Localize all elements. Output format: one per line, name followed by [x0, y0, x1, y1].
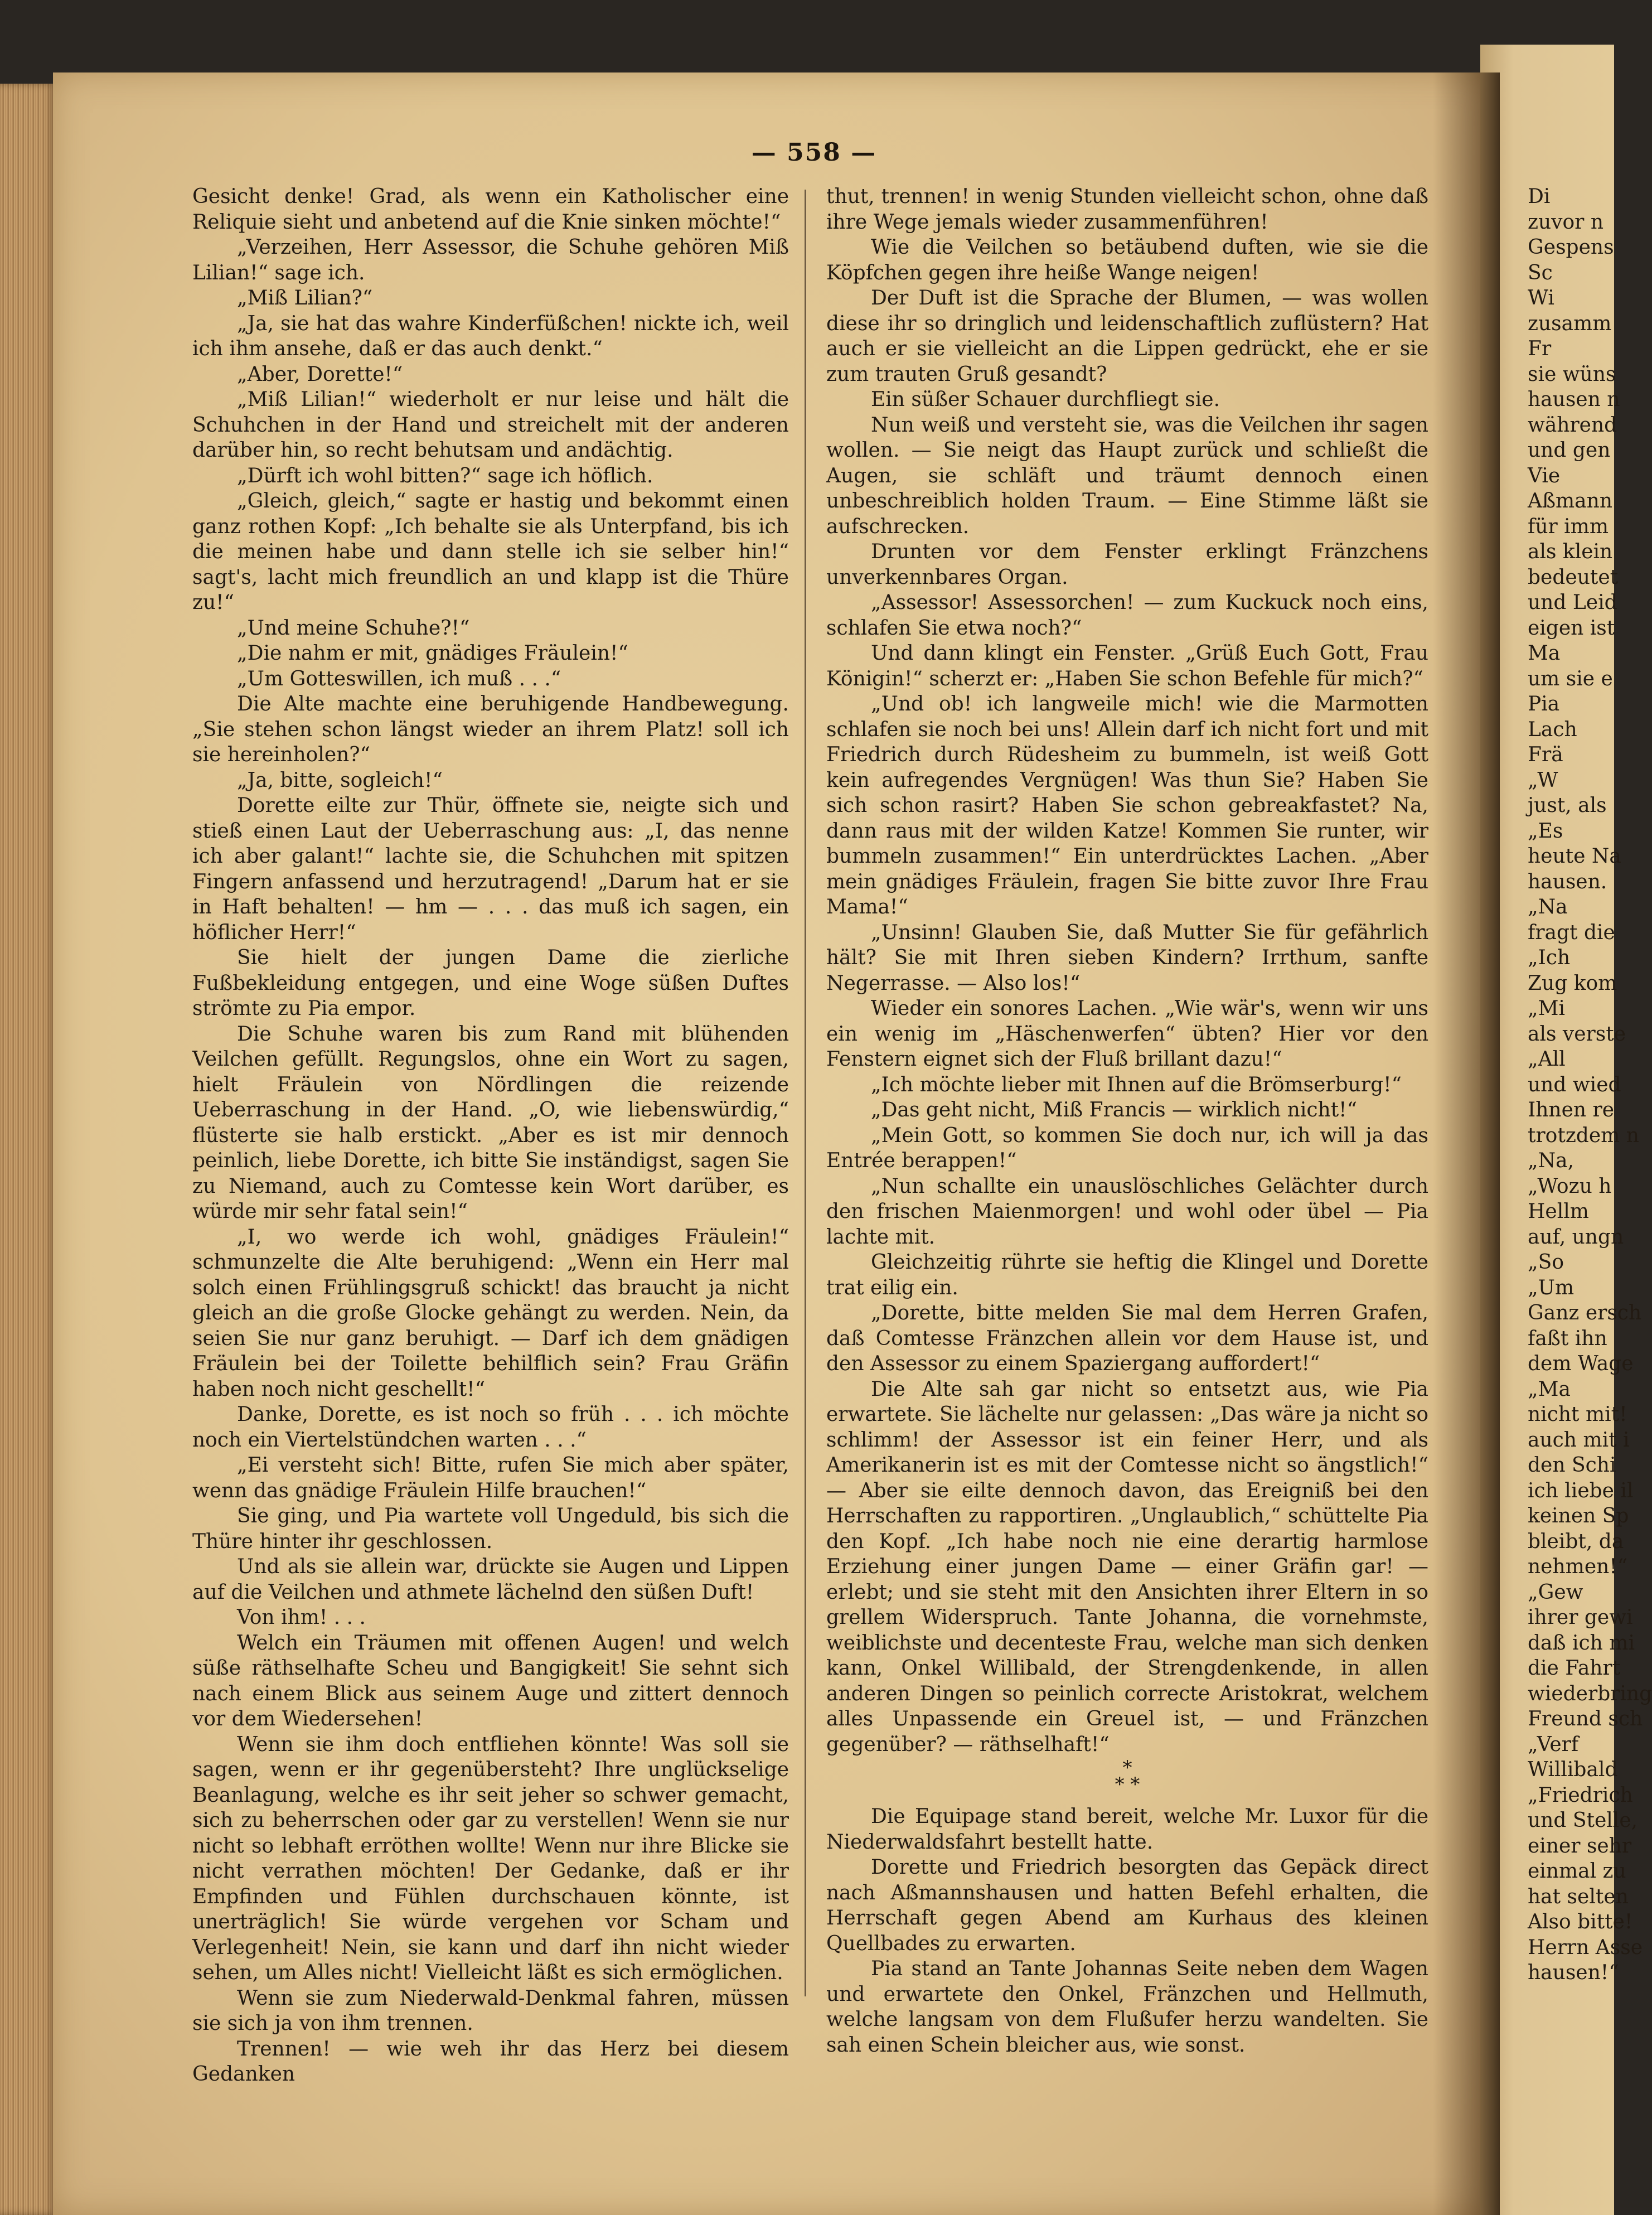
paragraph: „Unsinn! Glauben Sie, daß Mutter Sie für gefährlich hält? Sie mit Ihren sieben Kindern? Irrthum, sanfte Negerrasse. — Also los!“ [826, 921, 1428, 995]
paragraph: „All [1528, 1048, 1566, 1071]
paragraph: Und dann klingt ein Fenster. „Grüß Euch Gott, Frau Königin!“ scherzt er: „Haben Sie schon Befehle für mich?“ [826, 642, 1428, 690]
paragraph: „Ich möchte lieber mit Ihnen auf die Brömserburg!“ [871, 1073, 1402, 1096]
paragraph: Sie ging, und Pia wartete voll Ungeduld, bis sich die Thüre hinter ihr geschlossen. [192, 1505, 789, 1553]
paragraph: Dorette und Friedrich besorgten das Gepäck direct nach Aßmannshausen und hatten Befehl erhalten, die Herrschaft gegen Abend am Kurhaus des kleinen Quellbades zu erwarten. [826, 1856, 1428, 1955]
paragraph: Di [1528, 185, 1551, 208]
paragraph: bleibt, da [1528, 1530, 1624, 1553]
paragraph: hausen. [1528, 870, 1607, 893]
paragraph: zuvor n [1528, 210, 1604, 234]
paragraph: zusamm [1528, 312, 1612, 335]
page-number: — 558 — [751, 138, 877, 167]
paragraph: als klein [1528, 540, 1613, 563]
paragraph: Die Alte machte eine beruhigende Handbewegung. „Sie stehen schon längst wieder an ihrem Platz! soll ich sie hereinholen?“ [192, 693, 789, 766]
section-break-stars: * [1122, 1757, 1132, 1779]
paragraph: „Dürft ich wohl bitten?“ sage ich höflich. [237, 464, 653, 487]
paragraph: „Mi [1528, 997, 1566, 1020]
paragraph: Von ihm! . . . [237, 1606, 366, 1629]
paragraph: „Ma [1528, 1377, 1571, 1401]
paragraph: „So [1528, 1251, 1564, 1274]
paragraph: und gen [1528, 439, 1611, 462]
paragraph: Ein süßer Schauer durchfliegt sie. [871, 388, 1220, 411]
paragraph: „Na [1528, 896, 1568, 918]
paragraph: Wie die Veilchen so betäubend duften, wie sie die Köpfchen gegen ihre heiße Wange neigen! [826, 236, 1428, 284]
paragraph: „Das geht nicht, Miß Francis — wirklich nicht!“ [871, 1099, 1358, 1121]
paragraph: „Ei versteht sich! Bitte, rufen Sie mich aber später, wenn das gnädige Fräulein Hilfe brauchen!“ [192, 1454, 789, 1502]
paragraph: „Und meine Schuhe?!“ [237, 616, 470, 640]
left-text-column [192, 184, 789, 2087]
paragraph: Freund sch [1528, 1708, 1643, 1730]
paragraph: ihrer gewi [1528, 1606, 1633, 1629]
paragraph: Zug kom [1528, 971, 1617, 995]
paragraph: faßt ihn [1528, 1327, 1607, 1350]
paragraph: Sc [1528, 261, 1553, 284]
middle-text-column [826, 184, 1428, 2058]
paragraph: „Ja, bitte, sogleich!“ [237, 768, 443, 792]
paragraph: Lach [1528, 718, 1577, 741]
paragraph: thut, trennen! in wenig Stunden vielleicht schon, ohne daß ihre Wege jemals wieder zusammenführen! [826, 185, 1428, 234]
paragraph: „Und ob! ich langweile mich! wie die Marmotten schlafen sie noch bei uns! Allein darf ich nicht fort und mit Friedrich durch Rüdesheim zu bummeln, ist weiß Gott kein aufregendes Vergnügen! Was thun Sie? Haben Sie sich schon rasirt? Haben Sie schon gebreakfastet? Na, dann raus mit der wilden Katze! Kommen Sie runter, wir bummeln zusammen!“ Ein unterdrücktes Lachen. „Aber mein gnädiges Fräulein, fragen Sie bitte zuvor Ihre Frau Mama!“ [826, 693, 1428, 918]
book-page-edges [0, 84, 56, 2215]
paragraph: Welch ein Träumen mit offenen Augen! und welch süße räthselhafte Scheu und Bangigkeit! Sie sehnt sich nach einem Blick aus seinem Auge und zittert dennoch vor dem Wiedersehen! [192, 1631, 789, 1730]
paragraph: auf, ungn [1528, 1225, 1624, 1249]
column-divider [805, 190, 806, 1996]
paragraph: Also bitte! [1528, 1911, 1633, 1933]
paragraph: hausen!“ [1528, 1961, 1619, 1984]
paragraph: Pia [1528, 693, 1560, 715]
paragraph: eigen ist [1528, 616, 1615, 640]
paragraph: Hellm [1528, 1200, 1589, 1223]
paragraph: „Mein Gott, so kommen Sie doch nur, ich will ja das Entrée berappen!“ [826, 1124, 1428, 1172]
paragraph: Und als sie allein war, drückte sie Augen und Lippen auf die Veilchen und athmete lächelnd den süßen Duft! [192, 1555, 789, 1604]
paragraph: Herrn Asse [1528, 1936, 1643, 1959]
paragraph: und wied [1528, 1073, 1621, 1096]
paragraph: Drunten vor dem Fenster erklingt Fränzchens unverkennbares Organ. [826, 540, 1428, 589]
paragraph: um sie e [1528, 667, 1613, 690]
paragraph: „Na, [1528, 1149, 1575, 1172]
paragraph: die Fahrt [1528, 1657, 1621, 1680]
paragraph: Danke, Dorette, es ist noch so früh . . . ich möchte noch ein Viertelstündchen warten . . .“ [192, 1403, 789, 1452]
paragraph: den Schi [1528, 1454, 1616, 1477]
paragraph: hausen n [1528, 388, 1620, 411]
paragraph: „Um Gotteswillen, ich muß . . .“ [237, 667, 561, 690]
paragraph: Wenn sie ihm doch entfliehen könnte! Was soll sie sagen, wenn er ihr gegenübersteht? Ihre unglückselige Beanlagung, welche es ihr seit jeher so schwer gemacht, sich zu beherrschen oder gar zu verstellen! Wenn sie nur nicht so lebhaft erröthen wollte! Wenn nur ihre Blicke sie nicht verrathen möchten! Der Gedanke, daß er ihr Empfinden und Fühlen durchschauen könnte, ist unerträglich! Sie würde vergehen vor Scham und Verlegenheit! Nein, sie kann und darf ihn nicht wieder sehen, um Alles nicht! Vielleicht läßt es sich ermöglichen. [192, 1733, 789, 1984]
paragraph: „Verzeihen, Herr Assessor, die Schuhe gehören Miß Lilian!“ sage ich. [192, 236, 789, 284]
paragraph: Ihnen re [1528, 1099, 1615, 1121]
section-break [826, 1757, 1428, 1796]
paragraph: „Verf [1528, 1733, 1579, 1756]
paragraph: wiederbring [1528, 1682, 1652, 1705]
paragraph: „Assessor! Assessorchen! — zum Kuckuck noch eins, schlafen Sie etwa noch?“ [826, 591, 1428, 640]
paragraph: Gesicht denke! Grad, als wenn ein Katholischer eine Reliquie sieht und anbetend auf die Knie sinken möchte!“ [192, 185, 789, 234]
paragraph: Wieder ein sonores Lachen. „Wie wär's, wenn wir uns ein wenig im „Häschenwerfen“ übten? Hier vor den Fenstern eignet sich der Fluß brillant dazu!“ [826, 997, 1428, 1071]
paragraph: nehmen!“ [1528, 1555, 1628, 1578]
paragraph: daß ich mi [1528, 1631, 1635, 1655]
paragraph: einer sehr [1528, 1834, 1632, 1858]
paragraph: „Es [1528, 819, 1563, 843]
paragraph: Frä [1528, 743, 1563, 766]
paragraph: Willibald [1528, 1758, 1618, 1781]
gutter-shadow [1433, 72, 1500, 2215]
paragraph: für imm [1528, 515, 1609, 538]
paragraph: „Ich [1528, 946, 1571, 969]
paragraph: Der Duft ist die Sprache der Blumen, — was wollen diese ihr so dringlich und leidenschaftlich zuflüstern? Hat auch er sie vielleicht an die Lippen gedrückt, ehe er sie zum trauten Gruß gesandt? [826, 287, 1428, 386]
paragraph: Sie hielt der jungen Dame die zierliche Fußbekleidung entgegen, und eine Woge süßen Duftes strömte zu Pia empor. [192, 946, 789, 1020]
paragraph: „Miß Lilian?“ [237, 287, 373, 309]
paragraph: „Dorette, bitte melden Sie mal dem Herren Grafen, daß Comtesse Fränzchen allein vor dem Hause ist, und den Assessor zu einem Spaziergang auffordert!“ [826, 1302, 1428, 1375]
right-page-text-fragment [1528, 184, 1652, 1986]
paragraph: „Friedrich [1528, 1783, 1633, 1807]
paragraph: „Gew [1528, 1580, 1583, 1604]
paragraph: „Ja, sie hat das wahre Kinderfüßchen! nickte ich, weil ich ihm ansehe, daß er das auch denkt.“ [192, 312, 789, 360]
paragraph: Dorette eilte zur Thür, öffnete sie, neigte sich und stieß einen Laut der Ueberraschung aus: „I, das nenne ich aber galant!“ lachte sie, die Schuhchen mit spitzen Fingern anfassend und herzutragend! „Darum hat er sie in Haft behalten! — hm — . . . das muß ich sagen, ein höflicher Herr!“ [192, 794, 789, 944]
paragraph: Trennen! — wie weh ihr das Herz bei diesem Gedanken [192, 2037, 789, 2086]
paragraph: heute Na [1528, 845, 1621, 868]
paragraph: Ma [1528, 642, 1561, 665]
paragraph: auch mit i [1528, 1428, 1630, 1452]
paragraph: Pia stand an Tante Johannas Seite neben dem Wagen und erwartete den Onkel, Fränzchen und Hellmuth, welche langsam von dem Flußufer herzu wandelten. Sie sah einen Schein bleicher aus, wie sonst. [826, 1957, 1428, 2057]
paragraph: nicht mit! [1528, 1403, 1627, 1426]
paragraph: „Wozu h [1528, 1174, 1612, 1198]
section-break-stars: * * [1115, 1773, 1140, 1796]
paragraph: „Nun schallte ein unauslöschliches Gelächter durch den frischen Maienmorgen! und wohl oder übel — Pia lachte mit. [826, 1174, 1428, 1249]
paragraph: und Stelle, [1528, 1809, 1638, 1832]
paragraph: trotzdem n [1528, 1124, 1639, 1147]
paragraph: während [1528, 413, 1617, 437]
paragraph: fragt die [1528, 921, 1615, 944]
paragraph: ich liebe il [1528, 1479, 1634, 1502]
paragraph: Vie [1528, 464, 1561, 487]
paragraph: Fr [1528, 337, 1552, 360]
paragraph: „Miß Lilian!“ wiederholt er nur leise und hält die Schuhchen in der Hand und streichelt mit der anderen darüber hin, so recht behutsam und andächtig. [192, 388, 789, 462]
paragraph: „Gleich, gleich,“ sagte er hastig und bekommt einen ganz rothen Kopf: „Ich behalte sie als Unterpfand, bis ich die meinen habe und dann stelle ich sie selber hin!“ sagt's, lacht mich freundlich an und klapp ist die Thüre zu!“ [192, 490, 789, 614]
paragraph: just, als [1528, 794, 1607, 817]
paragraph: als verste [1528, 1022, 1626, 1046]
paragraph: Die Schuhe waren bis zum Rand mit blühenden Veilchen gefüllt. Regungslos, ohne ein Wort zu sagen, hielt Fräulein von Nördlingen die reizende Ueberraschung in der Hand. „O, wie liebenswürdig,“ flüsterte sie halb erstickt. „Aber es ist mir dennoch peinlich, liebe Dorette, ich bitte Sie inständigst, sagen Sie zu Niemand, auch zu Comtesse kein Wort darüber, es würde mir sehr fatal sein!“ [192, 1022, 789, 1223]
paragraph: bedeutet [1528, 565, 1619, 589]
paragraph: keinen Sp [1528, 1505, 1629, 1527]
paragraph: und Leid [1528, 591, 1617, 614]
paragraph: Die Equipage stand bereit, welche Mr. Luxor für die Niederwaldsfahrt bestellt hatte. [826, 1805, 1428, 1854]
paragraph: hat selten [1528, 1885, 1629, 1908]
paragraph: Wi [1528, 287, 1554, 309]
paragraph: sie wüns [1528, 362, 1616, 386]
paragraph: „I, wo werde ich wohl, gnädiges Fräulein!“ schmunzelte die Alte beruhigend: „Wenn ein Herr mal solch einen Frühlingsgruß schickt! das braucht ja nicht gleich an die große Glocke gehängt zu werden. Nein, da seien Sie nur ganz beruhigt. — Darf ich dem gnädigen Fräulein bei der Toilette behilflich sein? Frau Gräfin haben noch nicht geschellt!“ [192, 1225, 789, 1401]
paragraph: Wenn sie zum Niederwald-Denkmal fahren, müssen sie sich ja von ihm trennen. [192, 1986, 789, 2035]
paragraph: „Aber, Dorette!“ [237, 362, 403, 386]
paragraph: Gleichzeitig rührte sie heftig die Klingel und Dorette trat eilig ein. [826, 1251, 1428, 1299]
paragraph: Die Alte sah gar nicht so entsetzt aus, wie Pia erwartete. Sie lächelte nur gelassen: „Das wäre ja nicht so schlimm! der Assessor ist ein feiner Herr, und als Amerikanerin ist es mit der Comtesse nicht so ängstlich!“ — Aber sie eilte dennoch davon, das Ereigniß bei den Herrschaften zu rapportiren. „Unglaublich,“ schüttelte Pia den Kopf. „Ich habe noch nie eine derartig harmlose Erziehung einer jungen Dame — einer Gräfin gar! — erlebt; und sie steht mit den Ansichten ihrer Eltern in so grellem Widerspruch. Tante Johanna, die vornehmste, weiblichste und decenteste Frau, welche man sich denken kann, Onkel Willibald, der Strengdenkende, in allen anderen Dingen so peinlich correcte Aristokrat, welchem alles Unpassende ein Greuel ist, — und Fränzchen gegenüber? — räthselhaft!“ [826, 1377, 1428, 1756]
paragraph: „Die nahm er mit, gnädiges Fräulein!“ [237, 642, 628, 665]
paragraph: Nun weiß und versteht sie, was die Veilchen ihr sagen wollen. — Sie neigt das Haupt zurück und schließt die Augen, sie schläft und träumt dennoch einen unbeschreiblich holden Traum. — Eine Stimme läßt sie aufschrecken. [826, 413, 1428, 538]
paragraph: „W [1528, 768, 1558, 792]
paragraph: „Um [1528, 1276, 1575, 1299]
paragraph: Gespens [1528, 236, 1614, 259]
paragraph: einmal zu [1528, 1860, 1626, 1883]
paragraph: Aßmann [1528, 490, 1613, 512]
paragraph: dem Wage [1528, 1352, 1634, 1375]
paragraph: Ganz ersch [1528, 1302, 1642, 1324]
